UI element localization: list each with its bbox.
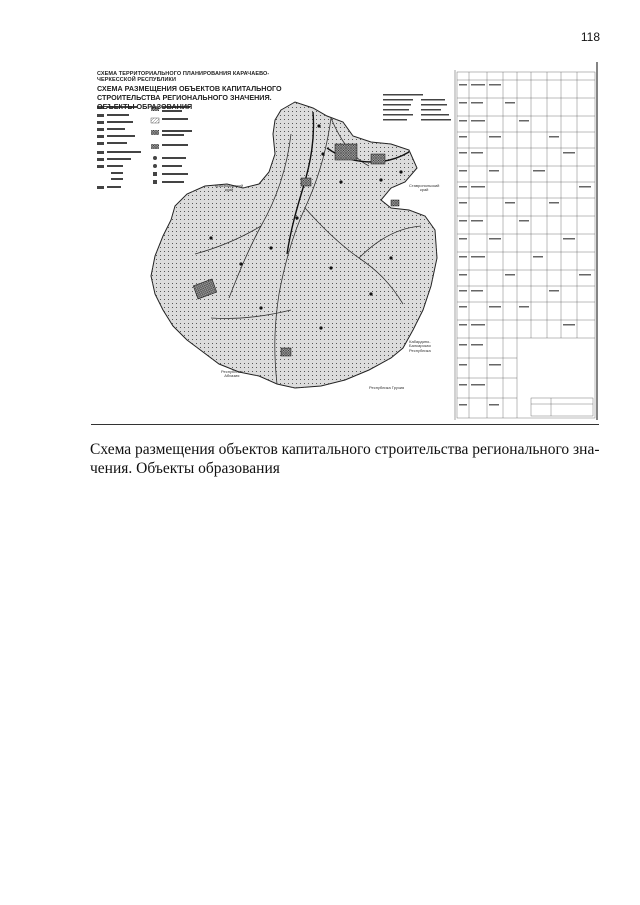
caption-line-2: чения. Объекты образования	[90, 460, 280, 477]
label-krasnodar: Краснодарский край	[215, 183, 244, 193]
objects-table	[457, 72, 595, 418]
map-title-line-4: ОБЪЕКТЫ ОБРАЗОВАНИЯ	[97, 102, 193, 112]
figure-caption	[90, 440, 600, 478]
map-symbol-legend	[383, 94, 451, 121]
map-title-line-3: СТРОИТЕЛЬСТВА РЕГИОНАЛЬНОГО ЗНАЧЕНИЯ.	[97, 92, 272, 102]
label-abkhazia: Республика Абхазия	[221, 369, 243, 379]
label-stavropol: Ставропольский край	[409, 183, 440, 193]
map-title	[97, 71, 297, 111]
figure-bottom-rule	[91, 424, 599, 425]
caption-line-1: Схема размещения объектов капитального строительства регионального зна-	[90, 441, 600, 458]
label-georgia: Республика Грузия	[369, 385, 405, 390]
label-kbr: Кабардино- Балкарская Республика	[409, 339, 431, 353]
map-title-line-1: СХЕМА ТЕРРИТОРИАЛЬНОГО ПЛАНИРОВАНИЯ КАРАЧАЕВО-ЧЕРКЕССКОЙ РЕСПУБЛИКИ	[97, 71, 270, 84]
page-number: 118	[580, 30, 600, 44]
map-figure	[91, 58, 599, 424]
map-drawing	[91, 58, 599, 424]
map-title-line-2: СХЕМА РАЗМЕЩЕНИЯ ОБЪЕКТОВ КАПИТАЛЬНОГО	[97, 83, 282, 93]
map-legend	[97, 106, 192, 189]
objects-table-text	[459, 84, 591, 406]
